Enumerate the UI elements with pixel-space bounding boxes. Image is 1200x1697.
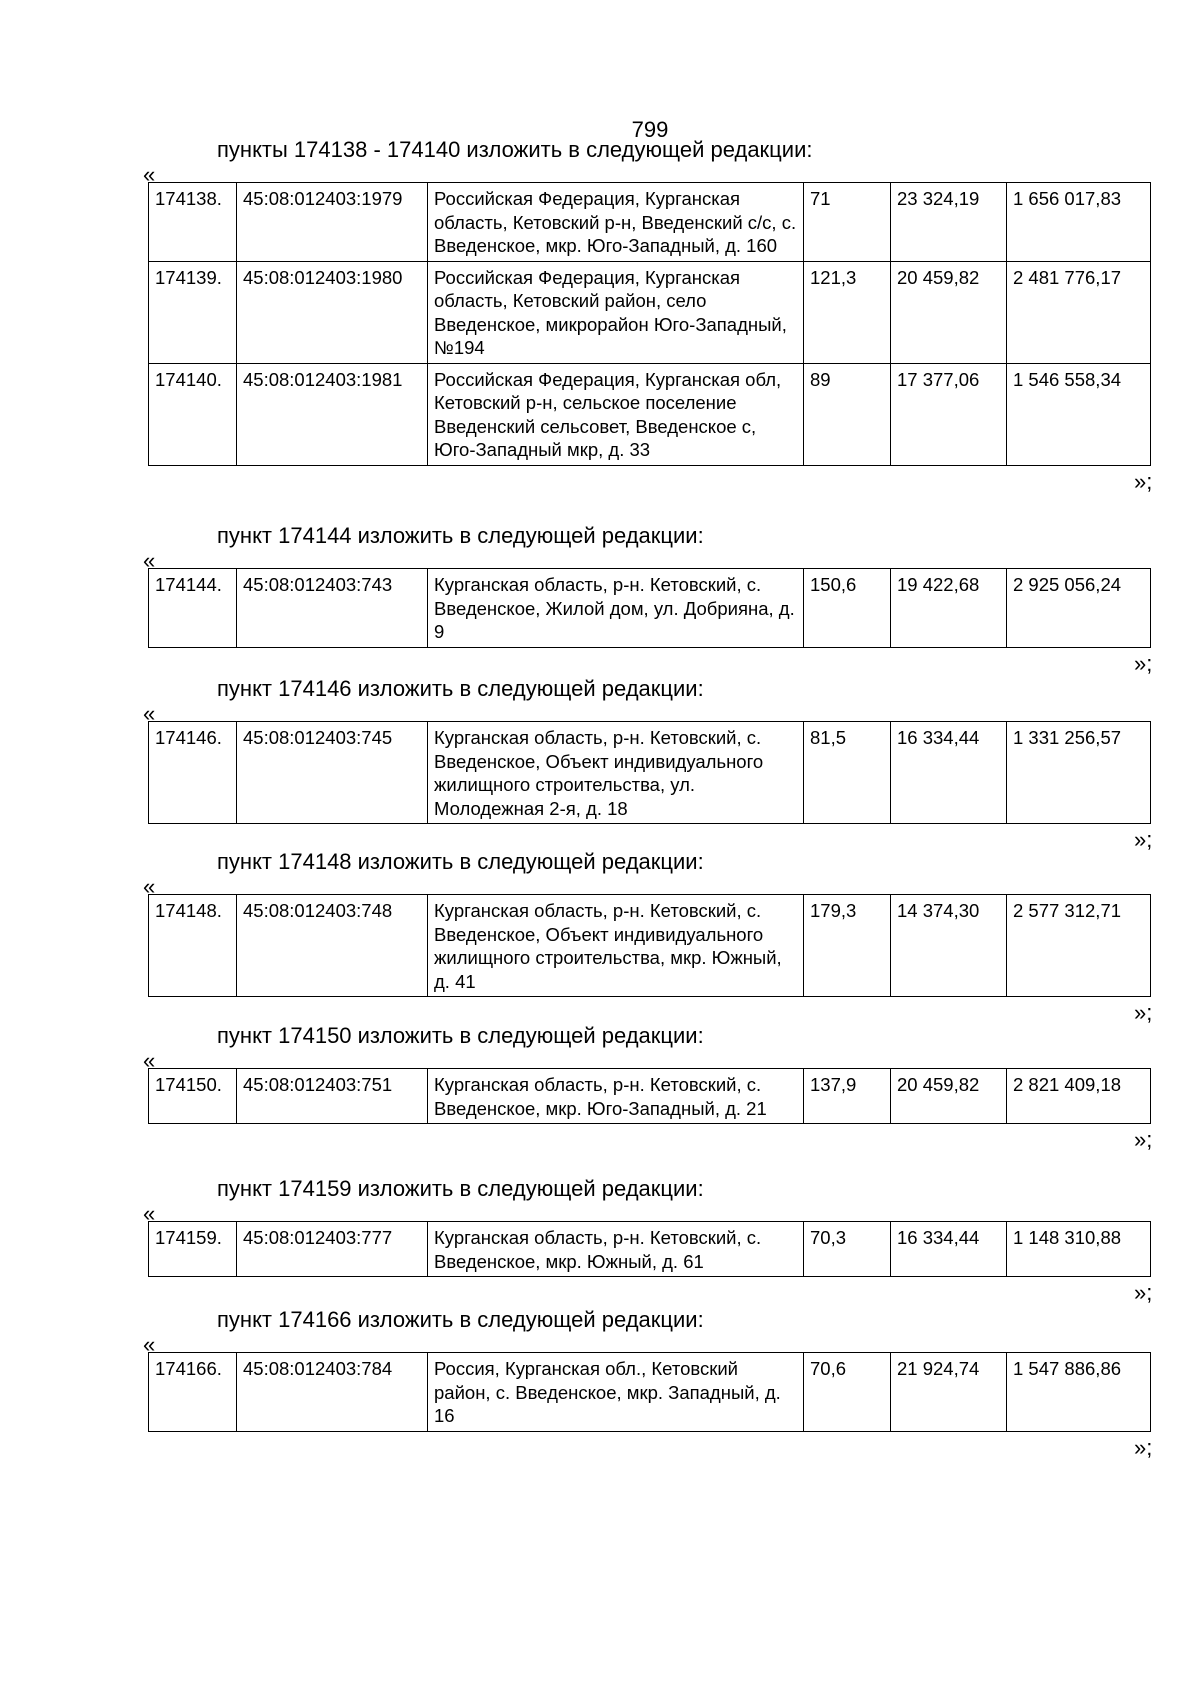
- area-cell: 179,3: [804, 895, 891, 997]
- table-row: [149, 183, 1151, 262]
- table-row: [149, 895, 1151, 997]
- area-cell: 70,6: [804, 1353, 891, 1432]
- area-cell: 71: [804, 183, 891, 262]
- entries-table: [148, 182, 1151, 466]
- closing-quote: »;: [1134, 1127, 1153, 1152]
- row-number-cell: 174166.: [149, 1353, 237, 1432]
- opening-quote: «: [143, 1048, 156, 1073]
- cadastral-number-cell: 45:08:012403:745: [237, 722, 428, 824]
- table-row: [149, 261, 1151, 363]
- cadastral-number-cell: 45:08:012403:1981: [237, 363, 428, 465]
- cadastral-value-cell: 2 821 409,18: [1007, 1069, 1151, 1124]
- table-row: [149, 1069, 1151, 1124]
- section-heading: пункт 174150 изложить в следующей редакции:: [217, 1023, 704, 1048]
- table-row: [149, 569, 1151, 648]
- entries-table: [148, 721, 1151, 824]
- cadastral-value-cell: 1 148 310,88: [1007, 1222, 1151, 1277]
- closing-quote: »;: [1134, 1435, 1153, 1460]
- closing-quote: »;: [1134, 469, 1153, 494]
- closing-quote: »;: [1134, 1280, 1153, 1305]
- unit-value-cell: 19 422,68: [891, 569, 1007, 648]
- opening-quote: «: [143, 1332, 156, 1357]
- cadastral-number-cell: 45:08:012403:743: [237, 569, 428, 648]
- table-row: [149, 722, 1151, 824]
- cadastral-value-cell: 1 656 017,83: [1007, 183, 1151, 262]
- opening-quote: «: [143, 162, 156, 187]
- entries-table: [148, 568, 1151, 648]
- closing-quote: »;: [1134, 827, 1153, 852]
- section-heading: пункт 174144 изложить в следующей редакции:: [217, 523, 704, 548]
- cadastral-number-cell: 45:08:012403:751: [237, 1069, 428, 1124]
- closing-quote: »;: [1134, 651, 1153, 676]
- table-row: [149, 1222, 1151, 1277]
- unit-value-cell: 16 334,44: [891, 722, 1007, 824]
- entries-table: [148, 1352, 1151, 1432]
- unit-value-cell: 23 324,19: [891, 183, 1007, 262]
- address-cell: Курганская область, р-н. Кетовский, с. Введенское, Жилой дом, ул. Добрияна, д. 9: [428, 569, 804, 648]
- closing-quote: »;: [1134, 1000, 1153, 1025]
- area-cell: 150,6: [804, 569, 891, 648]
- cadastral-value-cell: 1 547 886,86: [1007, 1353, 1151, 1432]
- cadastral-value-cell: 2 481 776,17: [1007, 261, 1151, 363]
- row-number-cell: 174146.: [149, 722, 237, 824]
- unit-value-cell: 20 459,82: [891, 261, 1007, 363]
- cadastral-number-cell: 45:08:012403:784: [237, 1353, 428, 1432]
- row-number-cell: 174159.: [149, 1222, 237, 1277]
- cadastral-value-cell: 1 546 558,34: [1007, 363, 1151, 465]
- cadastral-number-cell: 45:08:012403:1980: [237, 261, 428, 363]
- address-cell: Российская Федерация, Курганская область, Кетовский район, село Введенское, микрорайон Юго-Западный, №194: [428, 261, 804, 363]
- unit-value-cell: 16 334,44: [891, 1222, 1007, 1277]
- opening-quote: «: [143, 874, 156, 899]
- unit-value-cell: 14 374,30: [891, 895, 1007, 997]
- address-cell: Россия, Курганская обл., Кетовский район, с. Введенское, мкр. Западный, д. 16: [428, 1353, 804, 1432]
- row-number-cell: 174144.: [149, 569, 237, 648]
- address-cell: Курганская область, р-н. Кетовский, с. Введенское, мкр. Юго-Западный, д. 21: [428, 1069, 804, 1124]
- row-number-cell: 174140.: [149, 363, 237, 465]
- area-cell: 70,3: [804, 1222, 891, 1277]
- area-cell: 121,3: [804, 261, 891, 363]
- row-number-cell: 174138.: [149, 183, 237, 262]
- opening-quote: «: [143, 701, 156, 726]
- opening-quote: «: [143, 548, 156, 573]
- cadastral-number-cell: 45:08:012403:748: [237, 895, 428, 997]
- entries-table: [148, 1221, 1151, 1277]
- section-heading: пункт 174148 изложить в следующей редакции:: [217, 849, 704, 874]
- page-number: 799: [631, 117, 669, 142]
- row-number-cell: 174139.: [149, 261, 237, 363]
- cadastral-number-cell: 45:08:012403:1979: [237, 183, 428, 262]
- cadastral-number-cell: 45:08:012403:777: [237, 1222, 428, 1277]
- table-row: [149, 1353, 1151, 1432]
- table-row: [149, 363, 1151, 465]
- section-heading: пункт 174159 изложить в следующей редакции:: [217, 1176, 704, 1201]
- cadastral-value-cell: 2 577 312,71: [1007, 895, 1151, 997]
- unit-value-cell: 21 924,74: [891, 1353, 1007, 1432]
- opening-quote: «: [143, 1201, 156, 1226]
- entries-table: [148, 894, 1151, 997]
- section-heading: пункт 174166 изложить в следующей редакции:: [217, 1307, 704, 1332]
- cadastral-value-cell: 2 925 056,24: [1007, 569, 1151, 648]
- address-cell: Российская Федерация, Курганская область, Кетовский р-н, Введенский с/с, с. Введенское, мкр. Юго-Западный, д. 160: [428, 183, 804, 262]
- area-cell: 81,5: [804, 722, 891, 824]
- address-cell: Курганская область, р-н. Кетовский, с. Введенское, Объект индивидуального жилищного строительства, мкр. Южный, д. 41: [428, 895, 804, 997]
- address-cell: Российская Федерация, Курганская обл, Кетовский р-н, сельское поселение Введенский сельсовет, Введенское с, Юго-Западный мкр, д. 33: [428, 363, 804, 465]
- entries-table: [148, 1068, 1151, 1124]
- row-number-cell: 174148.: [149, 895, 237, 997]
- address-cell: Курганская область, р-н. Кетовский, с. Введенское, Объект индивидуального жилищного строительства, ул. Молодежная 2-я, д. 18: [428, 722, 804, 824]
- section-heading: пункты 174138 - 174140 изложить в следующей редакции:: [217, 137, 813, 162]
- unit-value-cell: 20 459,82: [891, 1069, 1007, 1124]
- area-cell: 137,9: [804, 1069, 891, 1124]
- area-cell: 89: [804, 363, 891, 465]
- address-cell: Курганская область, р-н. Кетовский, с. Введенское, мкр. Южный, д. 61: [428, 1222, 804, 1277]
- cadastral-value-cell: 1 331 256,57: [1007, 722, 1151, 824]
- section-heading: пункт 174146 изложить в следующей редакции:: [217, 676, 704, 701]
- unit-value-cell: 17 377,06: [891, 363, 1007, 465]
- row-number-cell: 174150.: [149, 1069, 237, 1124]
